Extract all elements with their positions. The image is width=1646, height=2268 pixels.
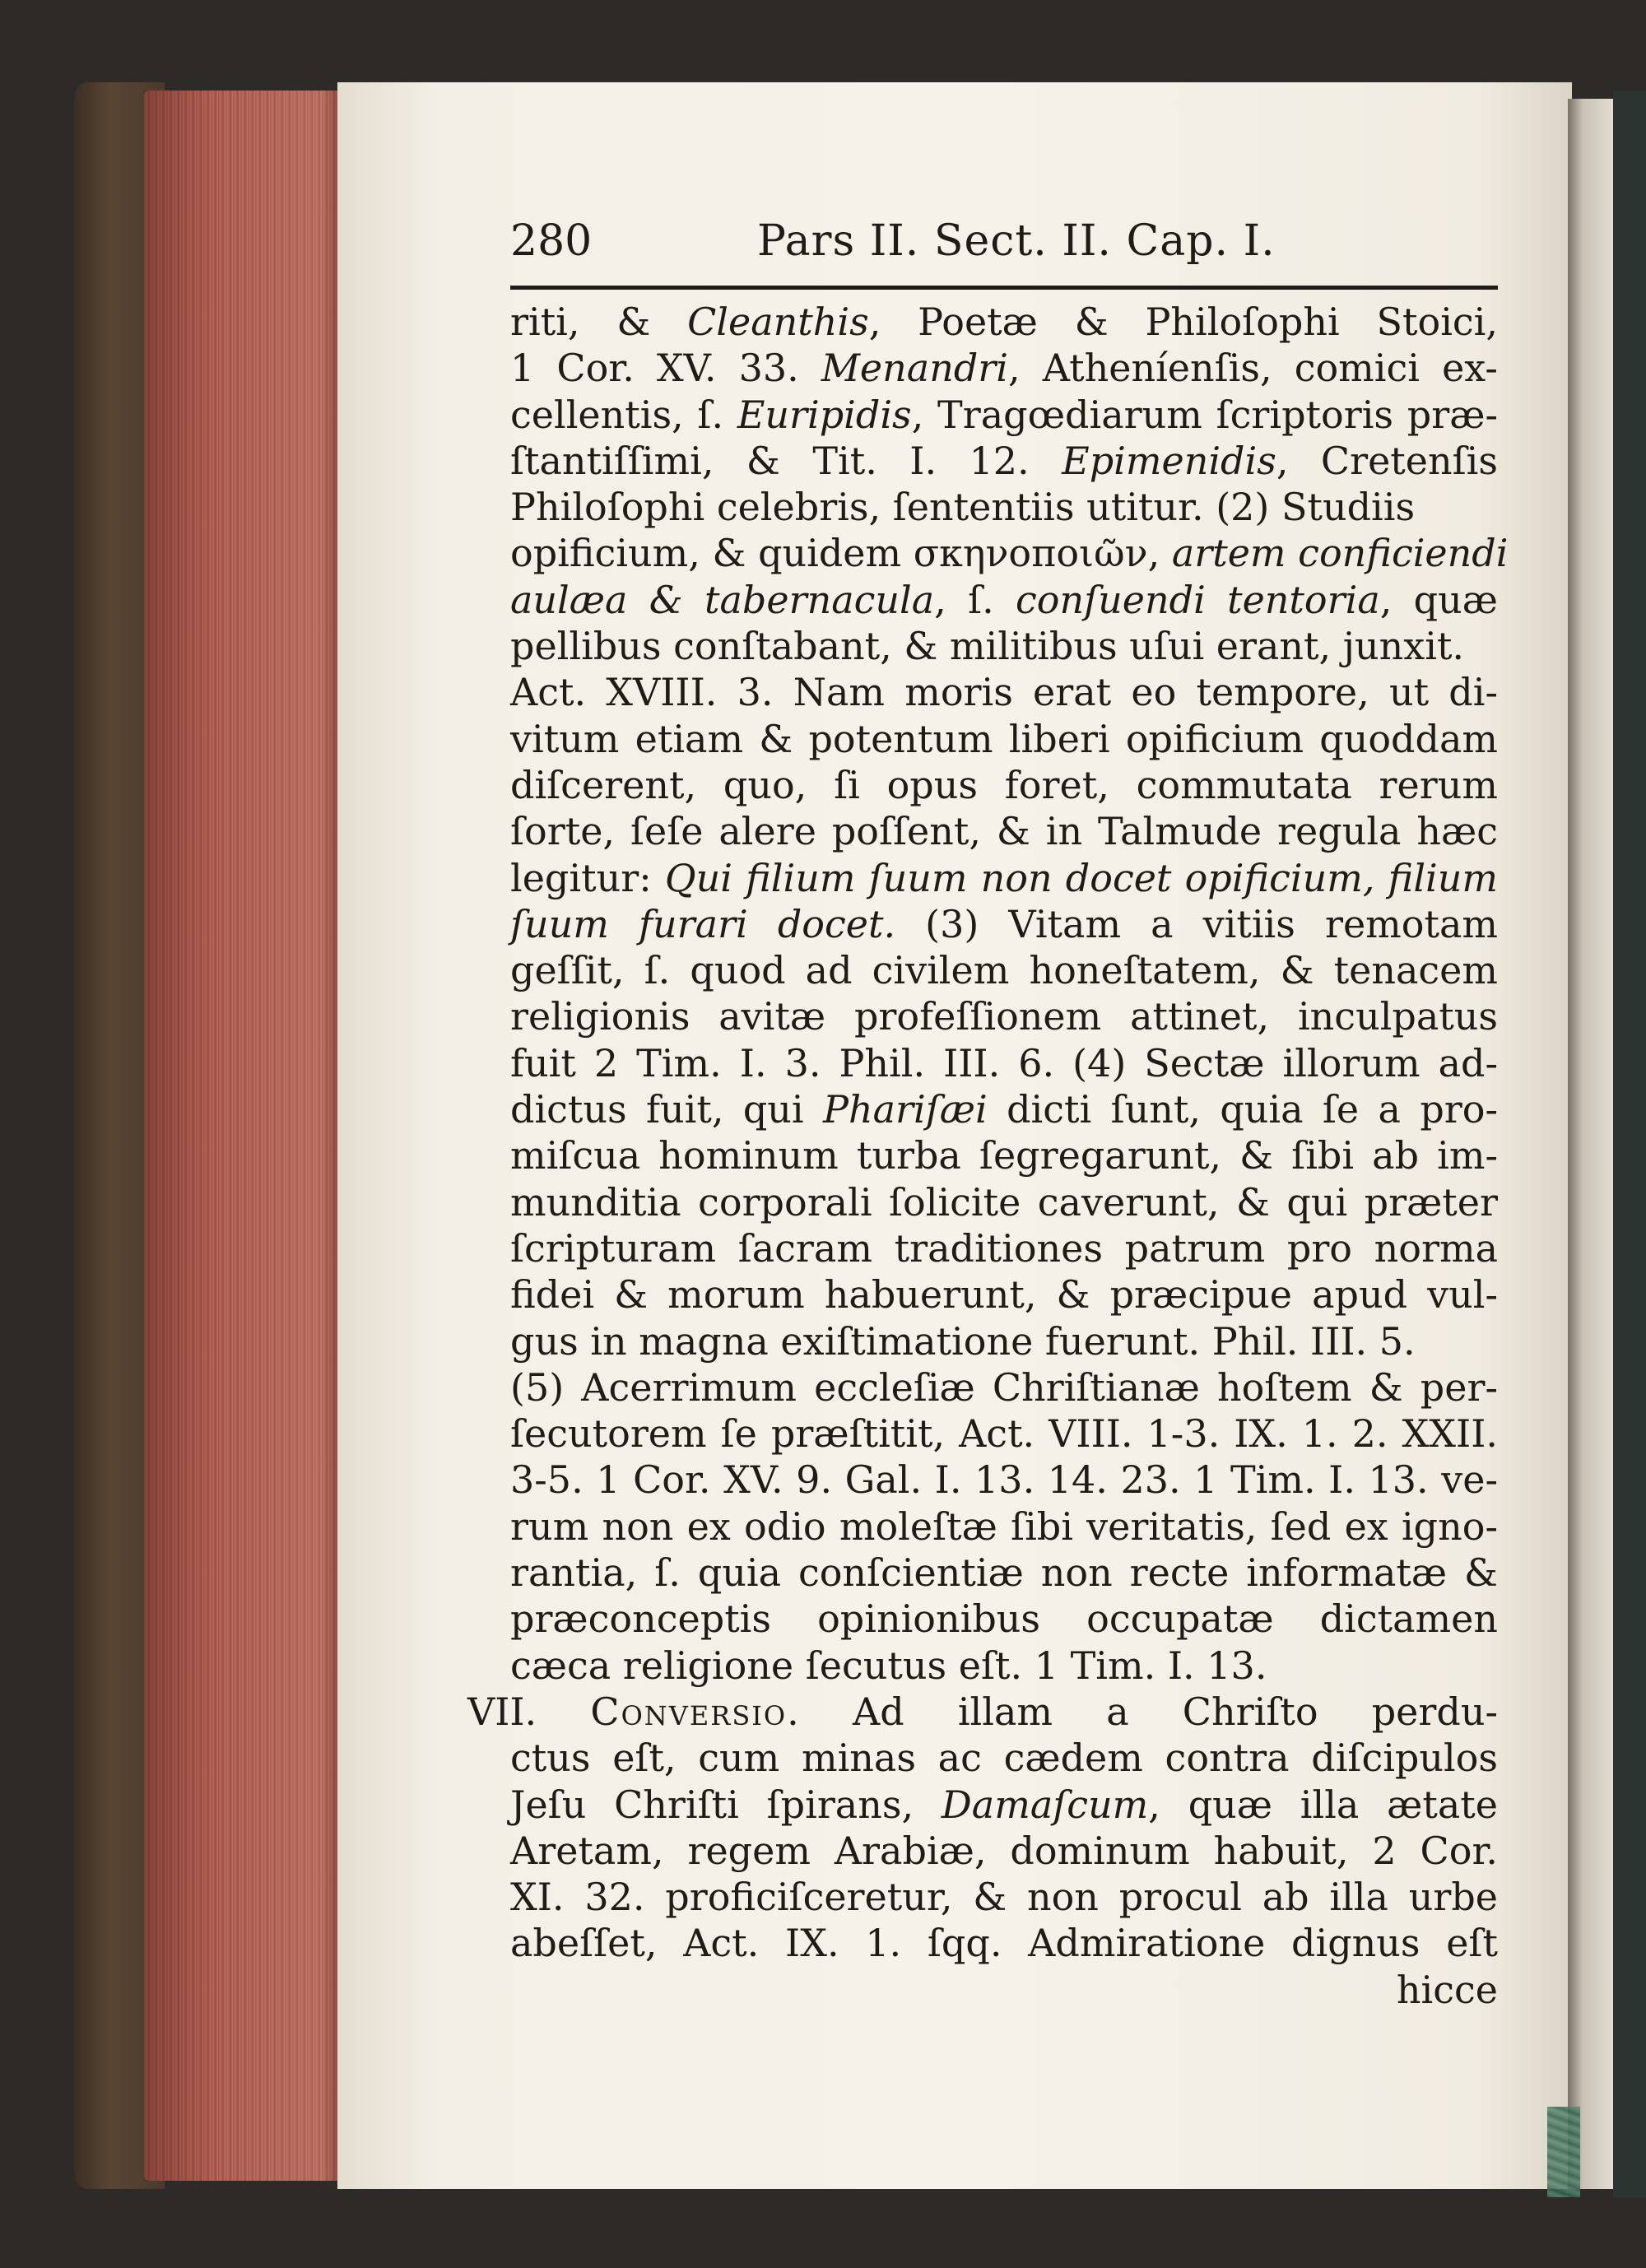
text-segment: 3-5. 1 Cor. XV. 9. Gal. I. 13. 14. 23. 1 Tim. I. 13. ve- [510, 1457, 1498, 1503]
running-head: Pars II. Sect. II. Cap. I. [757, 216, 1276, 266]
text-segment: geſſit, ſ. quod ad civilem honeſtatem, & tenacem [510, 948, 1498, 993]
text-segment: fidei & morum habuerunt, & præcipue apud vul- [510, 1272, 1498, 1318]
text-segment: Euripidis [737, 392, 912, 437]
header-rule [510, 286, 1498, 290]
text-line [510, 1550, 1498, 1596]
text-segment: gus in magna exiſtimatione fuerunt. Phil. III. 5. [510, 1318, 1416, 1364]
text-segment: , quæ [1379, 577, 1498, 622]
text-line [510, 1225, 1498, 1271]
text-segment: XI. 32. proficiſceretur, & non procul ab illa urbe [510, 1875, 1498, 1920]
text-line [510, 1271, 1498, 1318]
text-line [510, 530, 1509, 576]
text-segment: cæca religione ſecutus eſt. 1 Tim. I. 13. [510, 1643, 1267, 1688]
text-segment: , Poetæ & Philoſophi Stoici, [868, 300, 1498, 344]
text-segment: Conversio [590, 1689, 788, 1734]
text-segment: Aretam, regem Arabiæ, dominum habuit, 2 Cor. [510, 1828, 1498, 1873]
text-segment: munditia corporali ſolicite caverunt, & qui præter [510, 1179, 1498, 1225]
text-segment: opificium, & quidem σκηνοποιῶν, [510, 531, 1172, 576]
text-line [510, 762, 1498, 808]
text-line [510, 1179, 1498, 1225]
text-segment: cellentis, ſ. [510, 392, 737, 437]
text-line [510, 484, 1498, 530]
text-line [510, 1364, 1498, 1411]
text-segment: . Ad illam a Chriſto perdu- [787, 1689, 1498, 1734]
page-number: 280 [510, 216, 593, 266]
text-segment: vitum etiam & potentum liberi opificium quoddam [510, 716, 1498, 761]
text-segment: Qui filium ſuum non docet opificium, filium [664, 855, 1498, 900]
text-segment: (3) Vitam a vitiis remotam [895, 901, 1499, 946]
text-segment: legitur: [510, 855, 665, 900]
text-segment: riti, & [510, 300, 688, 344]
text-segment: ſtantiſſimi, & Tit. I. 12. [510, 438, 1062, 483]
text-line [510, 1828, 1498, 1874]
text-segment: pellibus conſtabant, & militibus uſui erant, junxit. [510, 624, 1465, 669]
text-segment: rantia, ſ. quia conſcientiæ non recte informatæ & [510, 1550, 1498, 1596]
ribbon-bookmark [1547, 2107, 1580, 2197]
text-line [510, 1920, 1498, 1966]
text-segment: , ſ. [934, 577, 1016, 622]
text-segment: ſecutorem ſe præſtitit, Act. VIII. 1-3. IX. 1. 2. XXII. [510, 1411, 1498, 1457]
text-line [510, 1086, 1498, 1132]
text-line [510, 345, 1498, 391]
text-segment: conſuendi tentoria [1016, 577, 1380, 622]
text-segment: ſorte, ſeſe alere poſſent, & in Talmude regula hæc [510, 809, 1498, 854]
text-line [510, 577, 1498, 623]
text-segment: Act. XVIII. 3. Nam moris erat eo tempore, ut di- [510, 670, 1498, 715]
text-line [510, 1132, 1498, 1178]
text-line [510, 901, 1498, 947]
text-segment: fuit 2 Tim. I. 3. Phil. III. 6. (4) Sectæ illorum ad- [510, 1040, 1498, 1085]
text-segment: hicce [1396, 1967, 1498, 2012]
text-line [510, 1735, 1498, 1781]
text-line [510, 392, 1498, 438]
text-line [510, 1318, 1498, 1364]
text-line [510, 1643, 1498, 1689]
text-line [510, 1874, 1498, 1920]
text-segment: rum non ex odio moleſtæ ſibi veritatis, ſed ex igno- [510, 1503, 1498, 1549]
page-edges-shade [144, 91, 342, 2181]
text-line [510, 623, 1498, 669]
text-segment: artem conficiendi [1171, 531, 1509, 576]
text-line [510, 1782, 1498, 1828]
text-segment: Damaſcum [941, 1782, 1149, 1827]
text-line [510, 855, 1498, 901]
text-segment: miſcua hominum turba ſegregarunt, & ſibi ab im- [510, 1133, 1498, 1178]
text-segment: Cleanthis [687, 300, 869, 344]
text-segment: Epimenidis [1062, 438, 1276, 483]
text-segment: , quæ illa ætate [1148, 1782, 1498, 1827]
text-segment: Jeſu Chriſti ſpirans, [510, 1782, 942, 1827]
text-segment: 1 Cor. XV. 33. [510, 346, 821, 391]
text-segment: religionis avitæ profeſſionem attinet, inculpatus [510, 994, 1498, 1039]
text-line [510, 299, 1498, 345]
text-segment: diſcerent, quo, ſi opus foret, commutata rerum [510, 762, 1498, 807]
page-header [510, 210, 1498, 284]
text-line [510, 438, 1498, 484]
text-segment: ſcripturam ſacram traditiones patrum pro norma [510, 1225, 1498, 1271]
text-line [510, 1411, 1498, 1457]
text-line [510, 669, 1498, 715]
text-line [510, 1596, 1498, 1642]
text-segment: (5) Acerrimum eccleſiæ Chriſtianæ hoſtem & per- [510, 1364, 1498, 1410]
text-segment: ſuum furari docet. [510, 901, 896, 946]
text-segment: Phariſæi [823, 1087, 988, 1132]
book-cover-right [1613, 91, 1646, 2197]
facing-page-edge [1568, 99, 1617, 2189]
text-segment: aulæa & tabernacula [510, 577, 935, 622]
text-line [510, 947, 1498, 993]
text-line [510, 808, 1498, 854]
text-segment: , Cretenſis [1276, 438, 1498, 483]
text-segment: ctus eſt, cum minas ac cædem contra diſcipulos [510, 1736, 1498, 1781]
text-segment: , Tragœdiarum ſcriptoris præ- [911, 392, 1498, 437]
text-segment: dictus fuit, qui [510, 1087, 824, 1132]
text-segment: Menandri [821, 346, 1008, 391]
text-line [510, 1040, 1498, 1086]
text-line [510, 1967, 1498, 2013]
text-line [467, 1689, 1498, 1735]
text-line [510, 1503, 1498, 1550]
text-segment: Philoſophi celebris, ſententiis utitur. (2) Studiis [510, 485, 1416, 530]
body-text [467, 299, 1509, 2013]
text-line [510, 716, 1498, 762]
text-segment: dicti ſunt, quia ſe a pro- [987, 1087, 1498, 1132]
text-line [510, 1457, 1498, 1503]
text-segment: VII. [467, 1689, 591, 1734]
text-line [510, 993, 1498, 1039]
text-segment: , Atheníenſis, comici ex- [1007, 346, 1498, 391]
text-segment: abeſſet, Act. IX. 1. ſqq. Admiratione dignus eſt [510, 1921, 1498, 1966]
text-segment: præconceptis opinionibus occupatæ dictamen [510, 1596, 1498, 1642]
